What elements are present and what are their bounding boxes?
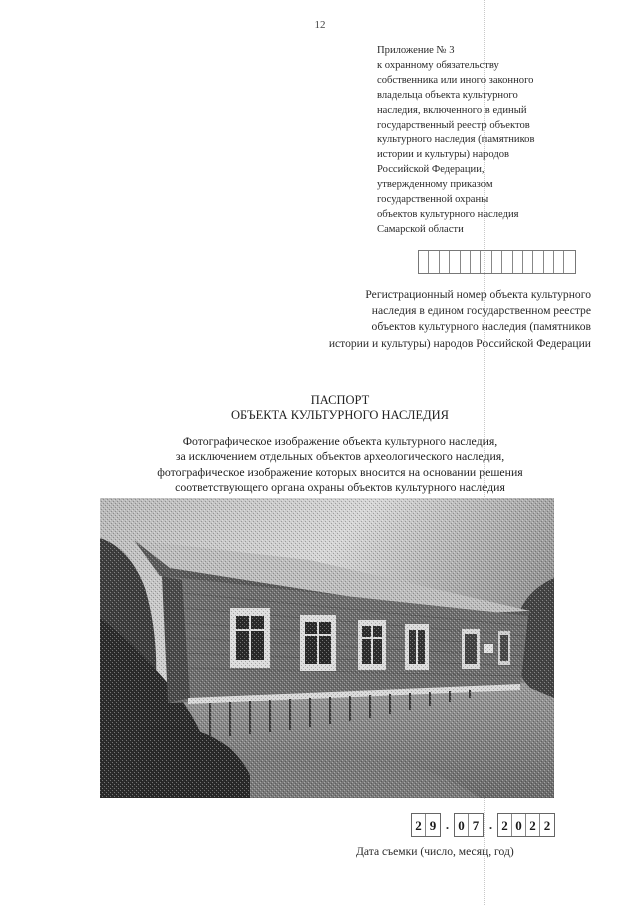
registration-digit-cell (523, 251, 533, 273)
date-year-boxes (497, 813, 555, 837)
registration-digit-cell (544, 251, 554, 273)
shoot-date (411, 813, 555, 837)
registration-caption-line: Регистрационный номер объекта культурного (365, 288, 591, 301)
passport-title-line1: ПАСПОРТ (310, 393, 370, 407)
date-digit: 0 (512, 814, 526, 836)
date-digit: 9 (429, 818, 437, 833)
registration-caption (329, 287, 591, 352)
registration-caption-line: объектов культурного наследия (памятников (371, 320, 591, 334)
appendix-line: государственный реестр объектов (377, 119, 530, 131)
registration-digit-cell (450, 251, 460, 273)
photo-caption (0, 434, 640, 495)
registration-digit-cell (502, 251, 512, 273)
registration-digit-cell (564, 251, 574, 273)
appendix-line: владельца объекта культурного (377, 89, 518, 101)
date-digit: 2 (543, 818, 551, 833)
photo-caption-line: соответствующего органа охраны объектов культурного наследия (175, 479, 505, 494)
registration-number-boxes (418, 250, 576, 274)
appendix-line: государственной охраны (377, 194, 489, 206)
photo-caption-line: за исключением отдельных объектов археологического наследия, (175, 449, 505, 464)
photo-caption-line: Фотографическое изображение объекта культурного наследия, (182, 434, 498, 448)
passport-title-line2: ОБЪЕКТА КУЛЬТУРНОГО НАСЛЕДИЯ (231, 408, 449, 422)
registration-caption-line: истории и культуры) народов Российской Федерации (328, 336, 591, 350)
appendix-line: объектов культурного наследия (377, 208, 519, 220)
shoot-date-caption: Дата съемки (число, месяц, год) (356, 845, 514, 858)
date-month-boxes (454, 813, 484, 837)
appendix-line: Приложение № 3 (377, 45, 455, 56)
registration-caption-line: наследия в едином государственном реестре (371, 304, 591, 318)
registration-digit-cell (513, 251, 523, 273)
registration-digit-cell (481, 251, 491, 273)
date-digit: 7 (472, 818, 480, 833)
registration-digit-cell (429, 251, 439, 273)
appendix-line: Самарской области (377, 223, 464, 235)
appendix-note (377, 44, 597, 238)
appendix-line: к охранному обязательству (377, 59, 499, 71)
appendix-line: собственника или иного законного (377, 74, 534, 86)
registration-digit-cell (419, 251, 429, 273)
appendix-line: наследия, включенного в единый (377, 104, 527, 116)
page-number: 12 (314, 19, 326, 31)
registration-digit-cell (471, 251, 481, 273)
date-day-boxes (411, 813, 441, 837)
registration-digit-cell (554, 251, 564, 273)
appendix-line: истории и культуры) народов (377, 149, 510, 161)
date-digit: 2 (412, 814, 426, 836)
appendix-line: культурного наследия (памятников (377, 134, 535, 146)
date-separator: . (488, 817, 493, 832)
appendix-line: Российской Федерации, (377, 164, 485, 176)
wooden-house-photo (100, 498, 554, 798)
date-digit: 2 (498, 814, 512, 836)
date-digit: 0 (455, 814, 469, 836)
registration-digit-cell (492, 251, 502, 273)
photo-caption-line: фотографическое изображение которых вносится на основании решения (157, 464, 523, 479)
date-separator: . (445, 817, 450, 832)
registration-digit-cell (440, 251, 450, 273)
passport-title (0, 393, 640, 423)
date-digit: 2 (526, 814, 540, 836)
registration-digit-cell (461, 251, 471, 273)
registration-digit-cell (533, 251, 543, 273)
appendix-line: утвержденному приказом (377, 179, 493, 191)
